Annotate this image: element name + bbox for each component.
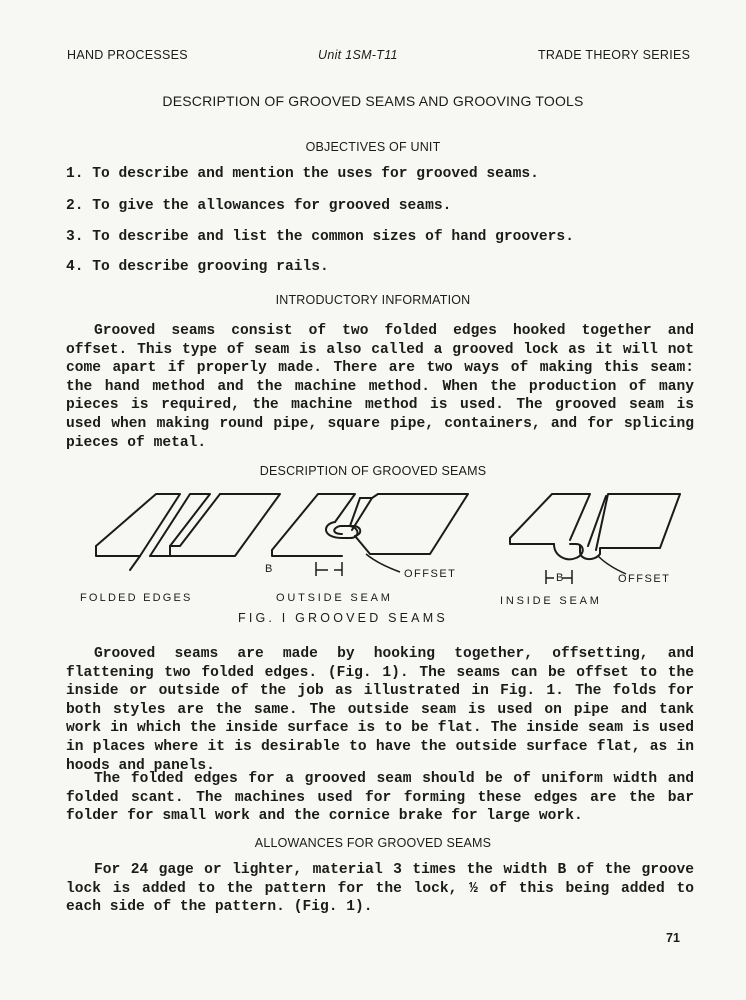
allowances-heading: ALLOWANCES FOR GROOVED SEAMS: [254, 836, 492, 850]
b-dimension-label-outside: B: [265, 563, 273, 575]
objective-item-2: 2. To give the allowances for grooved seams.: [66, 198, 452, 214]
offset-label-outside: OFFSET: [404, 568, 457, 580]
inside-seam-label: INSIDE SEAM: [500, 595, 602, 607]
folded-edges-drawing: [96, 494, 280, 570]
intro-heading: INTRODUCTORY INFORMATION: [275, 293, 471, 307]
allowances-paragraph: For 24 gage or lighter, material 3 times the width B of the groove lock is added to the pattern for the lock, ½ of this being added to each side of the pattern. (Fig. 1).: [66, 862, 694, 916]
description-paragraph-2: The folded edges for a grooved seam should be of uniform width and folded scant. The machines used for forming these edges are the bar folder for small work and the cornice brake for large work.: [66, 771, 694, 825]
description-paragraph-1: Grooved seams are made by hooking together, offsetting, and flattening two folded edges. (Fig. 1). The seams can be offset to the inside or outside of the job as illustrated in Fig. 1. The folds for both styles are the same. The outside seam is used on pipe and tank work in which the inside surface is to be flat. The inside seam is used in places where it is desirable to have the outside surface flat, as in hoods and panels.: [66, 646, 694, 774]
outside-seam-drawing: [272, 494, 468, 556]
objectives-heading: OBJECTIVES OF UNIT: [305, 140, 441, 154]
header-left: HAND PROCESSES: [67, 48, 188, 62]
b-dimension-label-inside: B: [556, 572, 564, 584]
folded-edges-label: FOLDED EDGES: [80, 592, 193, 604]
outside-seam-label: OUTSIDE SEAM: [276, 592, 393, 604]
header-right: TRADE THEORY SERIES: [538, 48, 691, 62]
objective-item-3: 3. To describe and list the common sizes of hand groovers.: [66, 229, 574, 245]
objective-item-4: 4. To describe grooving rails.: [66, 259, 329, 275]
page-number: 71: [666, 931, 680, 945]
description-heading: DESCRIPTION OF GROOVED SEAMS: [259, 464, 487, 478]
intro-paragraph: Grooved seams consist of two folded edges hooked together and offset. This type of seam is also called a grooved lock as it will not come apart if properly made. There are two ways of making this seam: the hand method and the machine method. When the production of many pieces is required, the machine method is used. The grooved seam is used when making round pipe, square pipe, containers, and for splicing pieces of metal.: [66, 323, 694, 451]
page-title: DESCRIPTION OF GROOVED SEAMS AND GROOVING TOOLS: [162, 93, 584, 109]
grooved-seams-figure: [60, 490, 700, 588]
offset-label-inside: OFFSET: [618, 573, 671, 585]
figure-caption: FIG. I GROOVED SEAMS: [238, 611, 448, 625]
inside-seam-drawing: [510, 494, 680, 559]
header-unit: Unit 1SM-T11: [318, 48, 398, 62]
objective-item-1: 1. To describe and mention the uses for grooved seams.: [66, 166, 539, 182]
